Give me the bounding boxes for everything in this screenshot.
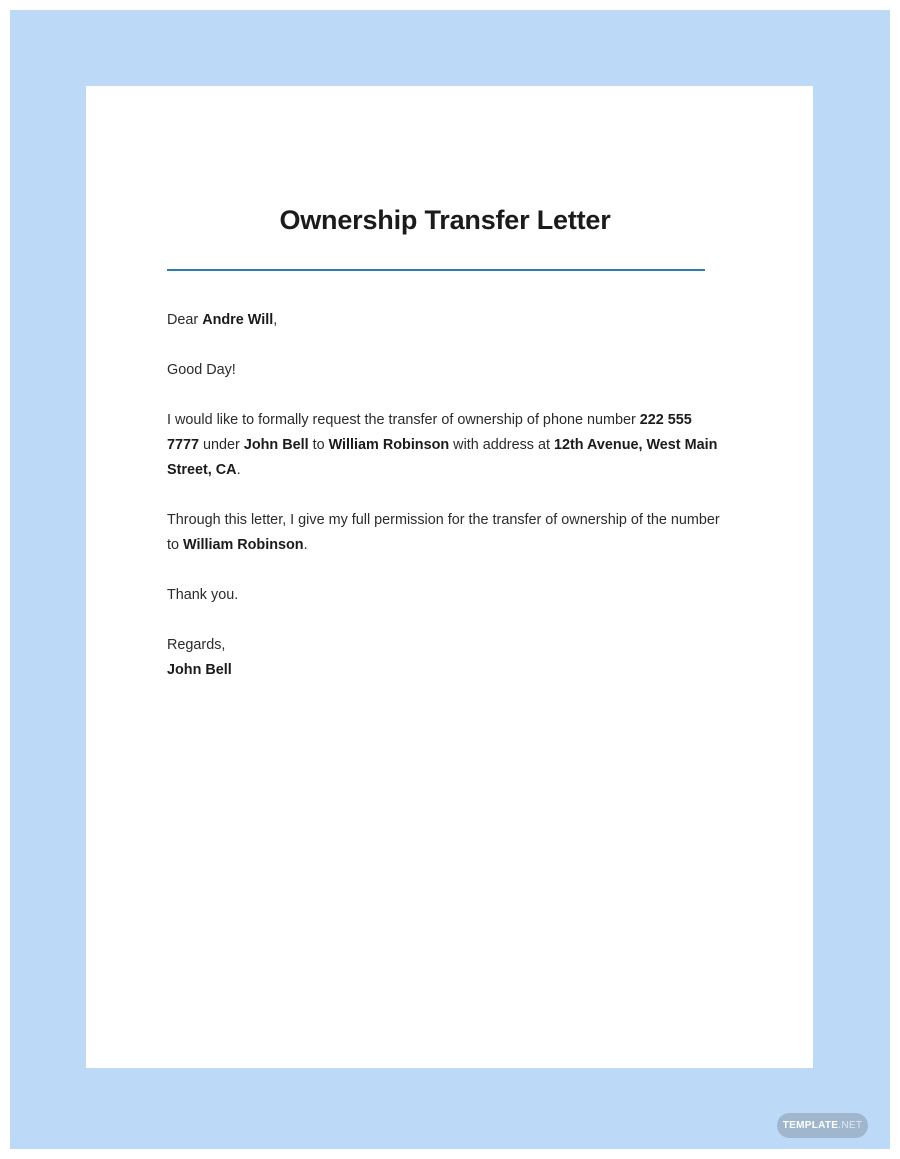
permission-text-part-2: . <box>303 537 308 553</box>
new-owner-name: William Robinson <box>328 437 450 453</box>
greeting-line: Good Day! <box>167 362 236 378</box>
transfer-address: 12th Avenue, West Main Street, CA <box>167 437 718 478</box>
request-text-part-4: with address at <box>449 437 554 453</box>
permission-text-part-1: Through this letter, I give my full permission for the transfer of ownership of the number to <box>167 512 720 553</box>
request-text-part-3: to <box>308 437 329 453</box>
watermark-tld: .NET <box>838 1120 863 1131</box>
closing-line: Regards, <box>167 637 226 653</box>
permission-new-owner-name: William Robinson <box>183 537 304 553</box>
salutation-prefix: Dear <box>167 312 203 328</box>
current-owner-name: John Bell <box>243 437 309 453</box>
request-text-part-2: under <box>199 437 244 453</box>
letter-page <box>86 86 813 1068</box>
thank-you-line: Thank you. <box>167 587 239 603</box>
phone-number: 222 555 7777 <box>167 412 692 453</box>
request-text-part-1: I would like to formally request the transfer of ownership of phone number <box>167 412 640 428</box>
paragraph-permission <box>167 508 723 558</box>
paragraph-request <box>167 408 723 483</box>
salutation-suffix: , <box>273 312 278 328</box>
template-net-watermark <box>777 1113 868 1138</box>
letter-text-block <box>167 308 723 683</box>
signature-block <box>167 633 723 683</box>
title-divider <box>167 269 705 271</box>
signature-name: John Bell <box>167 662 232 678</box>
request-text-part-5: . <box>236 462 241 478</box>
salutation-line <box>167 308 723 333</box>
recipient-name: Andre Will <box>202 312 274 328</box>
page-title: Ownership Transfer Letter <box>279 205 611 235</box>
watermark-brand: TEMPLATE <box>782 1120 839 1131</box>
